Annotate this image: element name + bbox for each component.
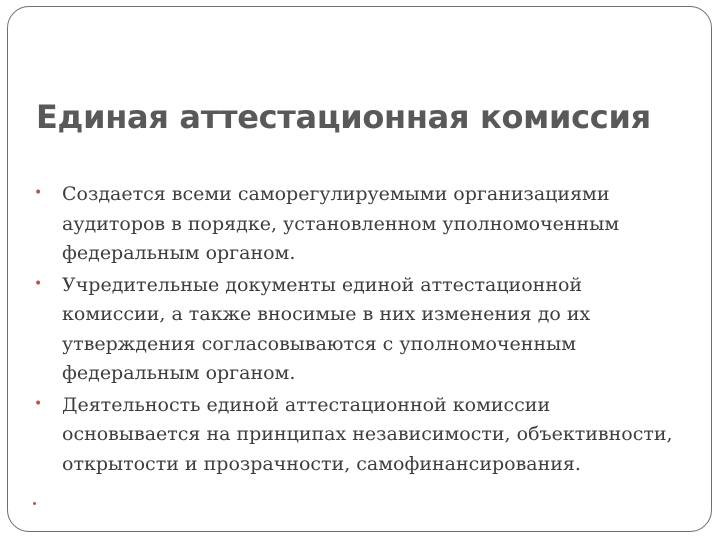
bullet-list	[34, 180, 684, 481]
empty-bullet-icon	[33, 502, 36, 505]
bullet-item-2	[34, 271, 684, 389]
slide-title: Единая аттестационная комиссия	[36, 98, 651, 136]
bullet-icon: •	[34, 185, 43, 201]
bullet-icon: •	[34, 275, 43, 292]
bullet-icon: •	[34, 395, 43, 412]
bullet-item-3	[34, 391, 684, 480]
bullet-text: Создается всеми саморегулируемыми организациями аудиторов в порядке, установленном уполномоченным федеральным органом.	[62, 183, 620, 264]
bullet-item-1	[34, 180, 684, 269]
bullet-text: Учредительные документы единой аттестационной комиссии, а также вносимые в них изменения до их утверждения согласовываются с уполномоченным федеральным органом.	[62, 273, 591, 384]
bullet-text: Деятельность единой аттестационной комиссии основывается на принципах независимости, объективности, открытости и прозрачности, самофинансирования.	[62, 393, 673, 475]
